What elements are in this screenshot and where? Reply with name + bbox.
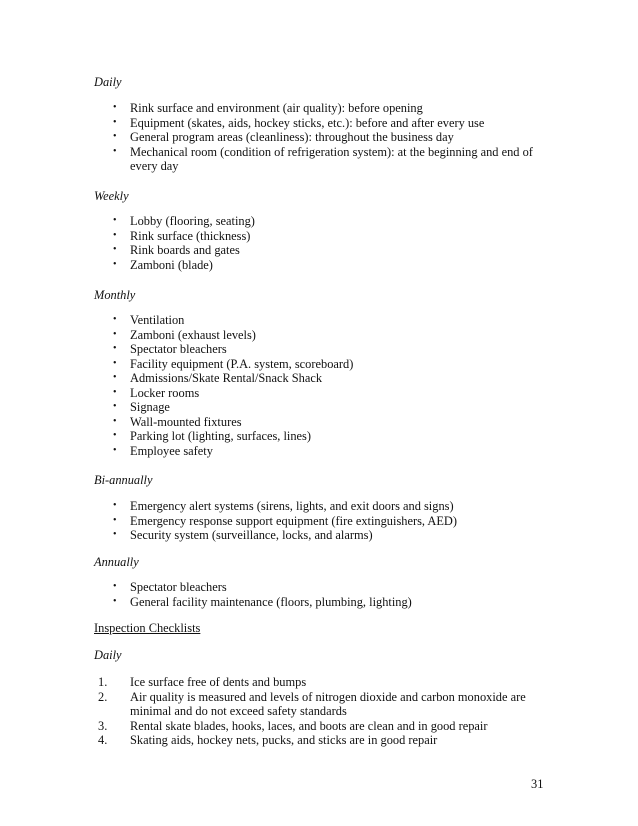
list-item: • Security system (surveillance, locks, and alarms) bbox=[113, 528, 373, 542]
checklist-item: 3. Rental skate blades, hooks, laces, and boots are clean and in good repair bbox=[98, 718, 488, 733]
bullet-icon: • bbox=[113, 343, 117, 354]
bullet-icon: • bbox=[113, 595, 117, 607]
bullet-icon: • bbox=[113, 386, 117, 398]
bullet-icon: • bbox=[113, 131, 117, 142]
daily-list bbox=[94, 101, 554, 174]
list-item: • General facility maintenance (floors, plumbing, lighting) bbox=[113, 594, 412, 609]
item-number: 4. bbox=[98, 733, 108, 747]
checklist-item: 2. Air quality is measured and levels of nitrogen dioxide and carbon monoxide are minimal and do not exceed safety standards bbox=[98, 689, 526, 718]
bullet-icon: • bbox=[113, 258, 117, 270]
bullet-icon: • bbox=[113, 244, 117, 255]
section-heading-annually: Annually bbox=[94, 555, 139, 569]
bullet-icon: • bbox=[113, 328, 117, 340]
list-item: • Parking lot (lighting, surfaces, lines) bbox=[113, 429, 312, 443]
list-item: • Locker rooms bbox=[113, 385, 200, 400]
inspection-checklists-title: Inspection Checklists bbox=[94, 621, 201, 635]
bullet-icon: • bbox=[113, 401, 117, 412]
page-number: 31 bbox=[531, 777, 544, 791]
monthly-list bbox=[94, 313, 554, 458]
bi-annually-list bbox=[94, 499, 554, 543]
section-heading-daily: Daily bbox=[94, 75, 122, 89]
list-item: • Signage bbox=[113, 400, 170, 414]
bullet-icon: • bbox=[113, 514, 117, 526]
list-item: • Facility equipment (P.A. system, scoreboard) bbox=[113, 356, 354, 371]
list-item: • Ventilation bbox=[113, 313, 185, 327]
list-item: • Rink surface (thickness) bbox=[113, 228, 251, 243]
bullet-icon: • bbox=[113, 116, 117, 128]
bullet-icon: • bbox=[113, 145, 117, 157]
section-heading-weekly: Weekly bbox=[94, 189, 129, 203]
bullet-icon: • bbox=[113, 430, 117, 441]
item-number: 2. bbox=[98, 689, 108, 704]
list-item: • Emergency response support equipment (fire extinguishers, AED) bbox=[113, 513, 458, 528]
bullet-icon: • bbox=[113, 102, 117, 113]
bullet-icon: • bbox=[113, 215, 117, 226]
bullet-icon: • bbox=[113, 372, 117, 383]
checklist-item: 1. Ice surface free of dents and bumps bbox=[98, 675, 307, 689]
list-item: • Lobby (flooring, seating) bbox=[113, 214, 255, 228]
weekly-list bbox=[94, 214, 554, 272]
bullet-icon: • bbox=[113, 357, 117, 369]
list-item: • Rink boards and gates bbox=[113, 243, 240, 257]
daily-checklist bbox=[94, 675, 554, 748]
list-item: • Spectator bleachers bbox=[113, 342, 227, 356]
list-item: • Rink surface and environment (air quality): before opening bbox=[113, 101, 423, 115]
bullet-icon: • bbox=[113, 415, 117, 427]
list-item: • General program areas (cleanliness): throughout the business day bbox=[113, 130, 454, 144]
checklist-item: 4. Skating aids, hockey nets, pucks, and sticks are in good repair bbox=[98, 733, 438, 747]
list-item: • Employee safety bbox=[113, 443, 213, 458]
item-number: 1. bbox=[98, 675, 108, 689]
list-item: • Emergency alert systems (sirens, lights, and exit doors and signs) bbox=[113, 499, 454, 513]
item-number: 3. bbox=[98, 718, 108, 733]
checklist-heading-daily: Daily bbox=[94, 648, 122, 662]
bullet-icon: • bbox=[113, 314, 117, 325]
section-heading-bi-annually: Bi-annually bbox=[94, 473, 153, 487]
list-item: • Zamboni (blade) bbox=[113, 257, 213, 272]
list-item: • Spectator bleachers bbox=[113, 580, 227, 594]
bullet-icon: • bbox=[113, 500, 117, 511]
list-item: • Zamboni (exhaust levels) bbox=[113, 327, 256, 342]
section-heading-monthly: Monthly bbox=[94, 288, 136, 302]
annually-list bbox=[94, 580, 554, 609]
list-item: • Wall-mounted fixtures bbox=[113, 414, 242, 429]
bullet-icon: • bbox=[113, 444, 117, 456]
list-item: • Mechanical room (condition of refrigeration system): at the beginning and end of every day bbox=[113, 144, 533, 173]
bullet-icon: • bbox=[113, 529, 117, 540]
bullet-icon: • bbox=[113, 229, 117, 241]
list-item: • Equipment (skates, aids, hockey sticks, etc.): before and after every use bbox=[113, 115, 485, 130]
list-item: • Admissions/Skate Rental/Snack Shack bbox=[113, 371, 323, 385]
bullet-icon: • bbox=[113, 581, 117, 592]
